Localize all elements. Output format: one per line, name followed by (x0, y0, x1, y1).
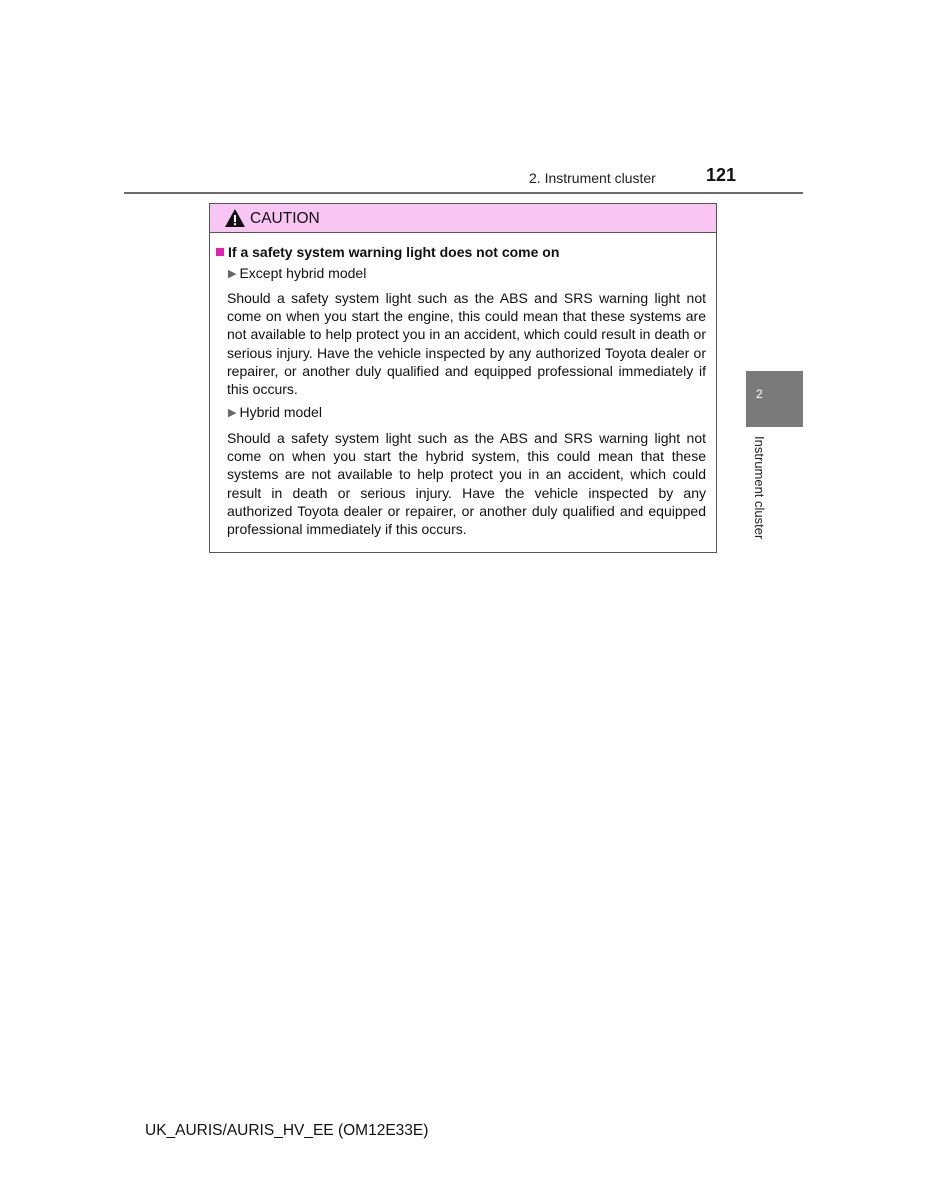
page-number: 121 (706, 165, 737, 185)
subhead-hybrid (228, 404, 322, 420)
triangle-right-icon: ▶ (228, 407, 237, 419)
chapter-label: Instrument cluster (752, 436, 767, 540)
subhead-label: Except hybrid model (239, 265, 367, 281)
caution-heading-text: If a safety system warning light does not come on (228, 244, 560, 260)
subhead-except-hybrid (228, 265, 366, 281)
warning-triangle-icon (224, 208, 246, 228)
caution-title: CAUTION (250, 210, 320, 227)
chapter-tab (746, 371, 803, 427)
caution-paragraph: Should a safety system light such as the ABS and SRS warning light not come on when you start the hybrid system, this could mean that these systems are not available to help protect you in an accident, which could result in death or serious injury. Have the vehicle inspected by any authorized Toyota dealer or repairer, or another duly qualified and equipped professional immediately if this occurs. (227, 430, 706, 538)
document-code: UK_AURIS/AURIS_HV_EE (OM12E33E) (145, 1122, 429, 1139)
chapter-number: 2 (756, 387, 763, 401)
subhead-label: Hybrid model (239, 404, 322, 420)
caution-heading (216, 244, 559, 260)
section-title: 2. Instrument cluster (529, 170, 656, 186)
caution-paragraph: Should a safety system light such as the ABS and SRS warning light not come on when you start the engine, this could mean that these systems are not available to help protect you in an accident, which could result in death or serious injury. Have the vehicle inspected by any authorized Toyota dealer or repairer, or another duly qualified and equipped professional immediately if this occurs. (227, 290, 706, 398)
caution-box (209, 203, 717, 553)
square-bullet-icon (216, 248, 224, 256)
triangle-right-icon: ▶ (228, 268, 237, 280)
header-divider (124, 192, 803, 194)
caution-header (210, 204, 716, 233)
